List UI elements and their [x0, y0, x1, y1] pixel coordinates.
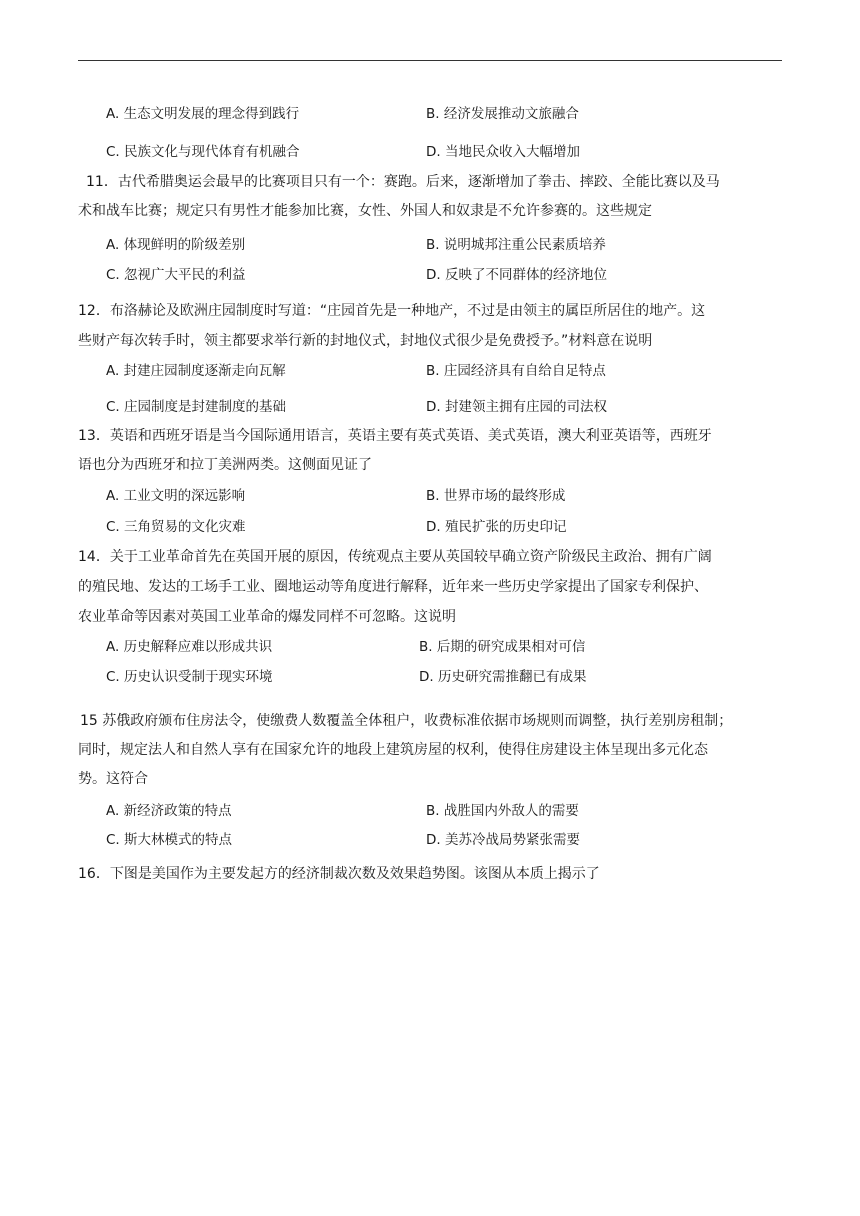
q13-option-a: A. 工业文明的深远影响 [106, 488, 246, 504]
q15-stem-line2: 同时，规定法人和自然人享有在国家允许的地段上建筑房屋的权利，使得住房建设主体呈现出多元化态 [78, 742, 708, 758]
q12-stem-line2: 些财产每次转手时，领主都要求举行新的封地仪式，封地仪式很少是免费授予。”材料意在说明 [78, 333, 653, 349]
q14-option-d: D. 历史研究需推翻已有成果 [419, 669, 587, 685]
q15-option-b: B. 战胜国内外敌人的需要 [426, 803, 579, 819]
q14-option-c: C. 历史认识受制于现实环境 [106, 669, 273, 685]
q12-option-c: C. 庄园制度是封建制度的基础 [106, 399, 287, 415]
q10-option-c: C. 民族文化与现代体育有机融合 [106, 144, 300, 160]
q13-option-c: C. 三角贸易的文化灾难 [106, 519, 246, 535]
q14-option-b: B. 后期的研究成果相对可信 [419, 639, 586, 655]
q11-stem-line1: 11．古代希腊奥运会最早的比赛项目只有一个：赛跑。后来，逐渐增加了拳击、摔跤、全能比赛以及马 [86, 174, 720, 190]
q14-option-a: A. 历史解释应难以形成共识 [106, 639, 273, 655]
q13-option-b: B. 世界市场的最终形成 [426, 488, 566, 504]
q15-stem-line1: 15 苏俄政府颁布住房法令，使缴费人数覆盖全体租户，收费标准依据市场规则而调整，执行差别房租制； [80, 713, 733, 729]
q10-option-a: A. 生态文明发展的理念得到践行 [106, 106, 300, 122]
q15-option-a: A. 新经济政策的特点 [106, 803, 232, 819]
q14-stem-line1: 14．关于工业革命首先在英国开展的原因，传统观点主要从英国较早确立资产阶级民主政治、拥有广阔 [78, 549, 712, 565]
q12-stem-line1: 12．布洛赫论及欧洲庄园制度时写道：“庄园首先是一种地产，不过是由领主的属臣所居住的地产。这 [78, 303, 706, 319]
q11-option-d: D. 反映了不同群体的经济地位 [426, 267, 607, 283]
q14-stem-line2: 的殖民地、发达的工场手工业、圈地运动等角度进行解释，近年来一些历史学家提出了国家专利保护、 [78, 579, 708, 595]
q12-option-a: A. 封建庄园制度逐渐走向瓦解 [106, 363, 286, 379]
q11-option-c: C. 忽视广大平民的利益 [106, 267, 246, 283]
q11-option-a: A. 体现鲜明的阶级差别 [106, 237, 246, 253]
q16-stem-line1: 16．下图是美国作为主要发起方的经济制裁次数及效果趋势图。该图从本质上揭示了 [78, 866, 600, 882]
q13-stem-line1: 13．英语和西班牙语是当今国际通用语言，英语主要有英式英语、美式英语，澳大利亚英语等，西班牙 [78, 428, 712, 444]
q12-option-d: D. 封建领主拥有庄园的司法权 [426, 399, 607, 415]
q15-option-c: C. 斯大林模式的特点 [106, 832, 233, 848]
q13-stem-line2: 语也分为西班牙和拉丁美洲两类。这侧面见证了 [78, 457, 372, 473]
q15-option-d: D. 美苏冷战局势紧张需要 [426, 832, 580, 848]
q10-option-d: D. 当地民众收入大幅增加 [426, 144, 580, 160]
q11-option-b: B. 说明城邦注重公民素质培养 [426, 237, 606, 253]
q14-stem-line3: 农业革命等因素对英国工业革命的爆发同样不可忽略。这说明 [78, 609, 456, 625]
q13-option-d: D. 殖民扩张的历史印记 [426, 519, 567, 535]
q12-option-b: B. 庄园经济具有自给自足特点 [426, 363, 606, 379]
q10-option-b: B. 经济发展推动文旅融合 [426, 106, 579, 122]
header-rule [78, 60, 782, 61]
q11-stem-line2: 术和战车比赛；规定只有男性才能参加比赛，女性、外国人和奴隶是不允许参赛的。这些规定 [78, 203, 652, 219]
q15-stem-line3: 势。这符合 [78, 771, 148, 787]
